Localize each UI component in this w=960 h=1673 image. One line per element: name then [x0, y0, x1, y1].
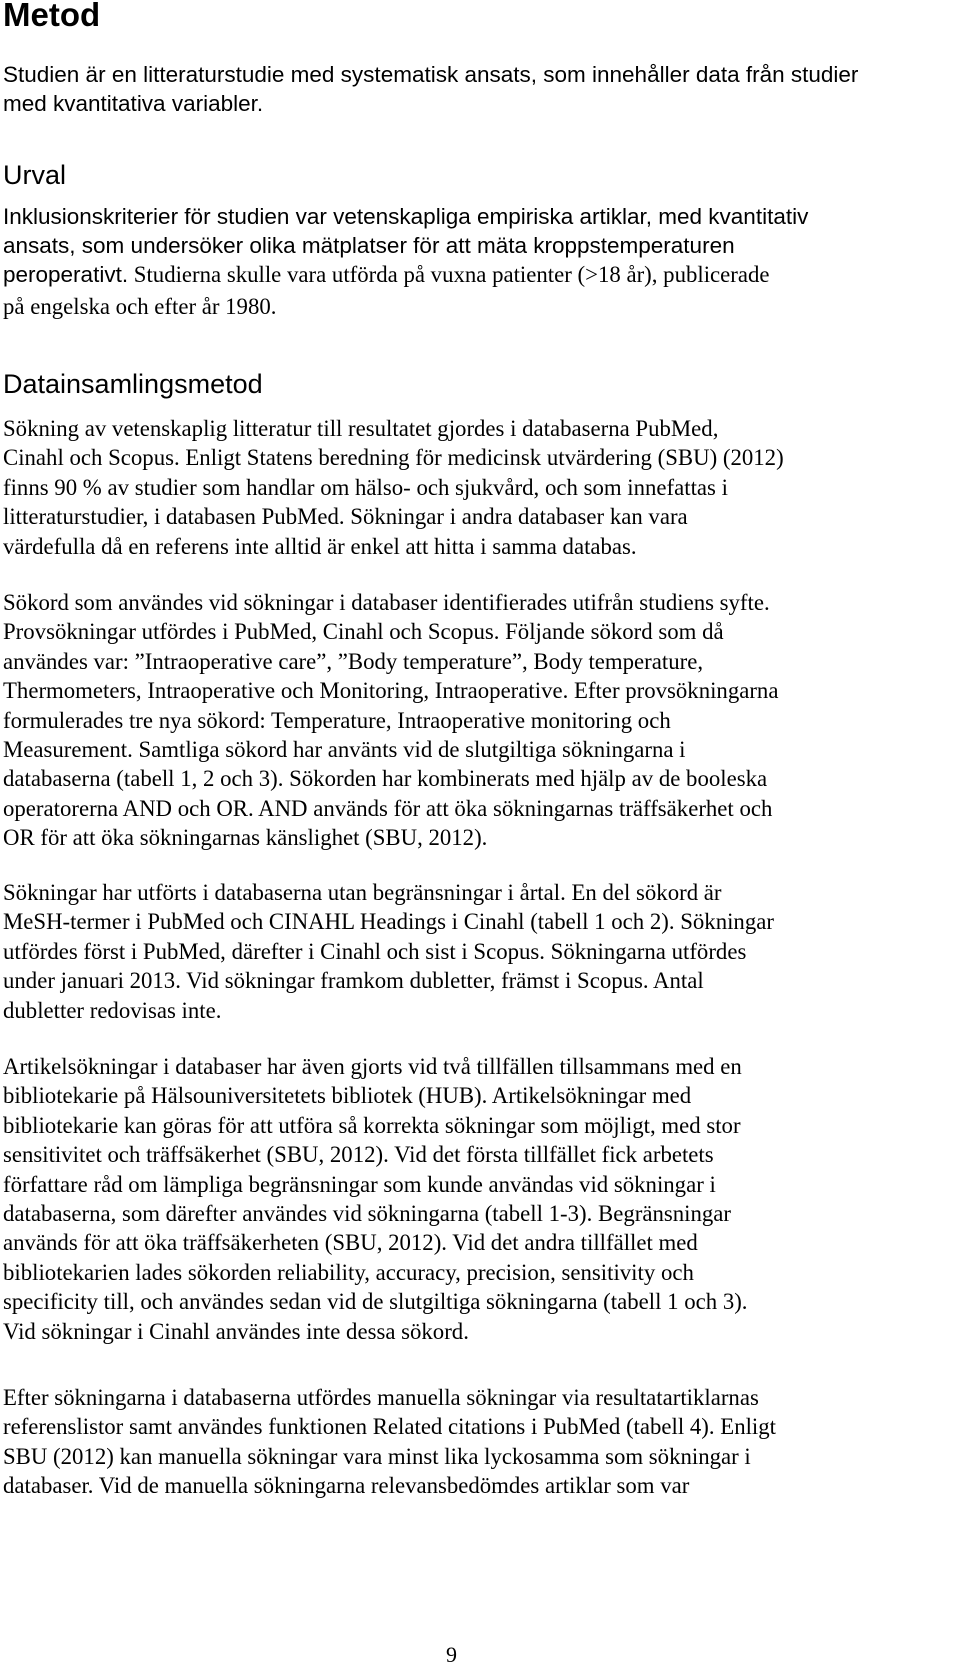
paragraph-line: författare råd om lämpliga begränsningar som kunde användas vid sökningar i: [3, 1171, 716, 1197]
body-paragraph-3: [3, 878, 932, 1025]
paragraph-line: Measurement. Samtliga sökord har använts vid de slutgiltiga sökningarna i: [3, 737, 686, 763]
section-heading-metod: Metod: [3, 0, 101, 33]
paragraph-line: Thermometers, Intraoperative och Monitoring, Intraoperative. Efter provsökningarna: [3, 678, 779, 704]
body-paragraph-5: [3, 1383, 932, 1501]
paragraph-line: sensitivitet och träffsäkerhet (SBU, 2012). Vid det första tillfället fick arbetets: [3, 1142, 714, 1168]
urval-paragraph: [3, 202, 932, 321]
paragraph-line: specificity till, och användes sedan vid de slutgiltiga sökningarna (tabell 1 och 3).: [3, 1289, 748, 1315]
urval-line: Inklusionskriterier för studien var vetenskapliga empiriska artiklar, med kvantitativ: [3, 204, 809, 229]
paragraph-line: referenslistor samt användes funktionen Related citations i PubMed (tabell 4). Enligt: [3, 1414, 777, 1440]
paragraph-line: Efter sökningarna i databaserna utfördes manuella sökningar via resultatartiklarnas: [3, 1385, 759, 1410]
paragraph-line: Sökningar har utförts i databaserna utan begränsningar i årtal. En del sökord är: [3, 880, 722, 905]
paragraph-line: OR för att öka sökningarnas känslighet (SBU, 2012).: [3, 825, 488, 851]
body-paragraph-1: [3, 414, 932, 561]
paragraph-line: SBU (2012) kan manuella sökningar vara minst lika lyckosamma som sökningar i: [3, 1443, 751, 1469]
paragraph-line: operatorerna AND och OR. AND används för att öka sökningarnas träffsäkerhet och: [3, 795, 773, 821]
subheading-datainsamlingsmetod: Datainsamlingsmetod: [3, 369, 263, 399]
subheading-urval: Urval: [3, 160, 67, 190]
urval-line: på engelska och efter år 1980.: [3, 294, 277, 319]
paragraph-line: användes var: ”Intraoperative care”, ”Body temperature”, Body temperature,: [3, 648, 704, 674]
intro-line: Studien är en litteraturstudie med systematisk ansats, som innehåller data från studier: [3, 62, 859, 87]
paragraph-line: bibliotekarie på Hälsouniversitetets bibliotek (HUB). Artikelsökningar med: [3, 1083, 692, 1109]
paragraph-line: Cinahl och Scopus. Enligt Statens beredning för medicinsk utvärdering (SBU) (2012): [3, 445, 784, 471]
paragraph-line: databaser. Vid de manuella sökningarna relevansbedömdes artiklar som var: [3, 1473, 690, 1499]
paragraph-line: används för att öka träffsäkerheten (SBU, 2012). Vid det andra tillfället med: [3, 1230, 698, 1256]
paragraph-line: bibliotekarien lades sökorden reliability, accuracy, precision, sensitivity och: [3, 1259, 694, 1285]
paragraph-line: Vid sökningar i Cinahl användes inte dessa sökord.: [3, 1318, 469, 1344]
paragraph-line: Provsökningar utfördes i PubMed, Cinahl och Scopus. Följande sökord som då: [3, 619, 724, 645]
urval-line-serif-part: Studierna skulle vara utförda på vuxna patienter (>18 år), publicerade: [128, 262, 770, 287]
paragraph-line: Sökning av vetenskaplig litteratur till resultatet gjordes i databaserna PubMed,: [3, 416, 719, 441]
paragraph-line: formulerades tre nya sökord: Temperature, Intraoperative monitoring och: [3, 707, 671, 733]
paragraph-line: bibliotekarie kan göras för att utföra så korrekta sökningar som möjligt, med stor: [3, 1112, 741, 1138]
paragraph-line: under januari 2013. Vid sökningar framkom dubletter, främst i Scopus. Antal: [3, 968, 704, 994]
paragraph-line: finns 90 % av studier som handlar om hälso- och sjukvård, och som innefattas i: [3, 474, 728, 500]
intro-paragraph: [3, 60, 932, 118]
paragraph-line: värdefulla då en referens inte alltid är enkel att hitta i samma databas.: [3, 533, 637, 559]
paragraph-line: dubletter redovisas inte.: [3, 997, 222, 1023]
body-paragraph-4: [3, 1052, 932, 1346]
paragraph-line: utfördes först i PubMed, därefter i Cinahl och sist i Scopus. Sökningarna utfördes: [3, 938, 747, 964]
page-number: 9: [446, 1642, 457, 1667]
urval-line: ansats, som undersöker olika mätplatser för att mäta kroppstemperaturen: [3, 233, 735, 258]
urval-mixed-line: [3, 260, 932, 292]
paragraph-line: Artikelsökningar i databaser har även gjorts vid två tillfällen tillsammans med en: [3, 1054, 742, 1079]
paragraph-line: MeSH-termer i PubMed och CINAHL Headings i Cinahl (tabell 1 och 2). Sökningar: [3, 909, 774, 935]
urval-line-sans-part: peroperativt.: [3, 262, 129, 287]
paragraph-line: databaserna, som därefter användes vid sökningarna (tabell 1-3). Begränsningar: [3, 1201, 731, 1227]
body-paragraph-2: [3, 588, 932, 853]
paragraph-line: Sökord som användes vid sökningar i databaser identifierades utifrån studiens syfte.: [3, 590, 770, 615]
paragraph-line: litteraturstudier, i databasen PubMed. Sökningar i andra databaser kan vara: [3, 504, 688, 530]
intro-line: med kvantitativa variabler.: [3, 91, 264, 116]
paragraph-line: databaserna (tabell 1, 2 och 3). Sökorden har kombinerats med hjälp av de booleska: [3, 766, 768, 792]
